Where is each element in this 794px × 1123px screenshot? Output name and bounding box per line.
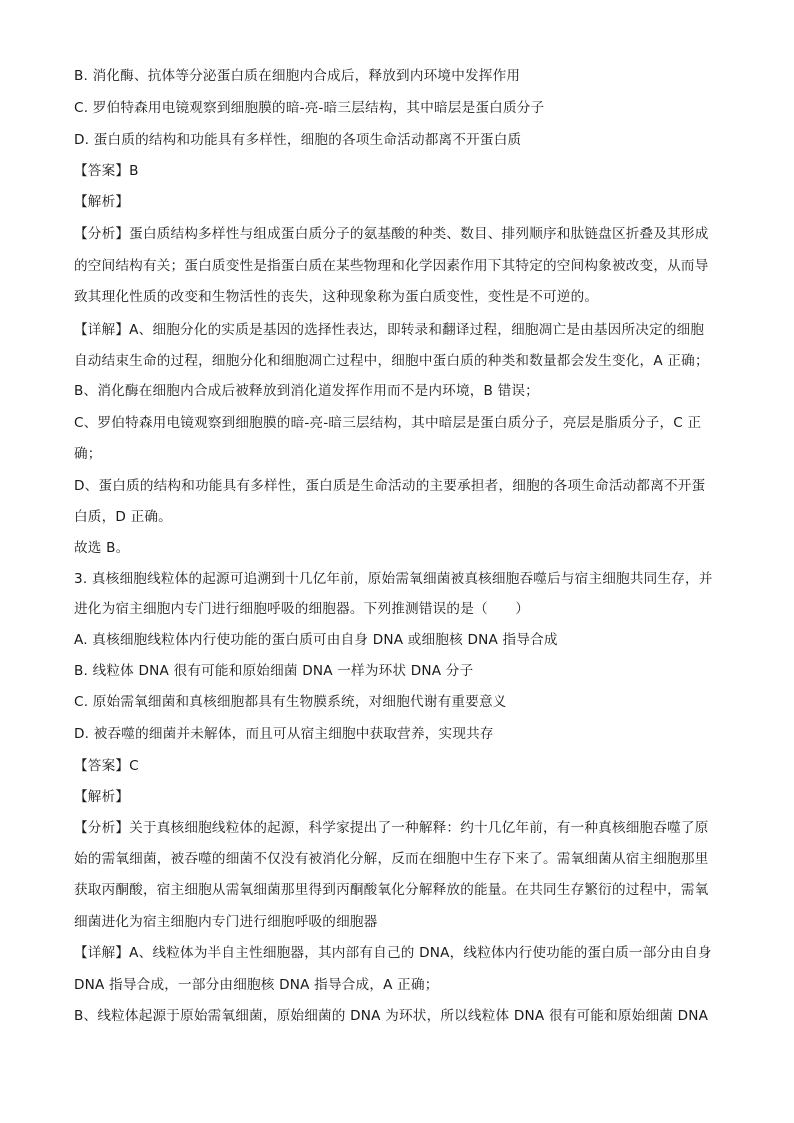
detail-text-q3-line1: 【详解】A、线粒体为半自主性细胞器，其内部有自己的 DNA，线粒体内行使功能的蛋白质一部分由自身 xyxy=(74,945,712,961)
detail-text-q2-line5: 确； xyxy=(74,446,102,462)
analysis-text-q3-line1: 【分析】关于真核细胞线粒体的起源，科学家提出了一种解释：约十几亿年前，有一种真核细胞吞噬了原 xyxy=(74,820,709,836)
answer-label-q2: 【答案】B xyxy=(74,163,139,179)
analysis-label-q3: 【解析】 xyxy=(74,789,130,805)
option-d-q3: D. 被吞噬的细菌并未解体，而且可从宿主细胞中获取营养，实现共存 xyxy=(74,726,494,742)
detail-text-q3-line3: B、线粒体起源于原始需氧细菌，原始细菌的 DNA 为环状，所以线粒体 DNA 很有可能和原始细菌 DNA xyxy=(74,1008,709,1024)
analysis-label-q2: 【解析】 xyxy=(74,194,130,210)
detail-text-q2-line7: 白质，D 正确。 xyxy=(74,509,172,525)
option-a-q3: A. 真核细胞线粒体内行使功能的蛋白质可由自身 DNA 或细胞核 DNA 指导合成 xyxy=(74,632,558,648)
option-c-q2: C. 罗伯特森用电镜观察到细胞膜的暗-亮-暗三层结构，其中暗层是蛋白质分子 xyxy=(74,100,545,116)
detail-text-q2-line1: 【详解】A、细胞分化的实质是基因的选择性表达，即转录和翻译过程，细胞凋亡是由基因所决定的细胞 xyxy=(74,322,705,338)
analysis-text-q2-line1: 【分析】蛋白质结构多样性与组成蛋白质分子的氨基酸的种类、数目、排列顺序和肽链盘区折叠及其形成 xyxy=(74,226,709,242)
analysis-text-q3-line2: 始的需氧细菌，被吞噬的细菌不仅没有被消化分解，反而在细胞中生存下来了。需氧细菌从宿主细胞那里 xyxy=(74,851,709,867)
detail-text-q2-line6: D、蛋白质的结构和功能具有多样性，蛋白质是生命活动的主要承担者，细胞的各项生命活动都离不开蛋 xyxy=(74,478,706,494)
detail-text-q3-line2: DNA 指导合成，一部分由细胞核 DNA 指导合成，A 正确； xyxy=(74,977,439,993)
conclusion-q2: 故选 B。 xyxy=(74,540,130,556)
analysis-text-q2-line2: 的空间结构有关；蛋白质变性是指蛋白质在某些物理和化学因素作用下其特定的空间构象被改变，从而导 xyxy=(74,258,709,274)
detail-text-q2-line3: B、消化酶在细胞内合成后被释放到消化道发挥作用而不是内环境，B 错误； xyxy=(74,383,539,399)
analysis-text-q2-line3: 致其理化性质的改变和生物活性的丧失，这种现象称为蛋白质变性，变性是不可逆的。 xyxy=(74,289,599,305)
answer-label-q3: 【答案】C xyxy=(74,758,139,774)
analysis-text-q3-line4: 细菌进化为宿主细胞内专门进行细胞呼吸的细胞器 xyxy=(74,914,378,930)
analysis-text-q3-line3: 获取丙酮酸，宿主细胞从需氧细菌那里得到丙酮酸氧化分解释放的能量。在共同生存繁衍的过程中，需氧 xyxy=(74,882,709,898)
option-b-q3: B. 线粒体 DNA 很有可能和原始细菌 DNA 一样为环状 DNA 分子 xyxy=(74,663,474,679)
detail-text-q2-line4: C、罗伯特森用电镜观察到细胞膜的暗-亮-暗三层结构，其中暗层是蛋白质分子，亮层是脂质分子，C 正 xyxy=(74,415,702,431)
question-3-stem-line2: 进化为宿主细胞内专门进行细胞呼吸的细胞器。下列推测错误的是（ ） xyxy=(74,601,530,617)
option-c-q3: C. 原始需氧细菌和真核细胞都具有生物膜系统，对细胞代谢有重要意义 xyxy=(74,694,507,710)
option-d-q2: D. 蛋白质的结构和功能具有多样性，细胞的各项生命活动都离不开蛋白质 xyxy=(74,132,522,148)
detail-text-q2-line2: 自动结束生命的过程，细胞分化和细胞凋亡过程中，细胞中蛋白质的种类和数量都会发生变化，A 正确； xyxy=(74,353,709,369)
question-3-stem-line1: 3. 真核细胞线粒体的起源可追溯到十几亿年前，原始需氧细菌被真核细胞吞噬后与宿主细胞共同生存，并 xyxy=(74,571,713,587)
option-b-q2: B. 消化酶、抗体等分泌蛋白质在细胞内合成后，释放到内环境中发挥作用 xyxy=(74,68,521,84)
